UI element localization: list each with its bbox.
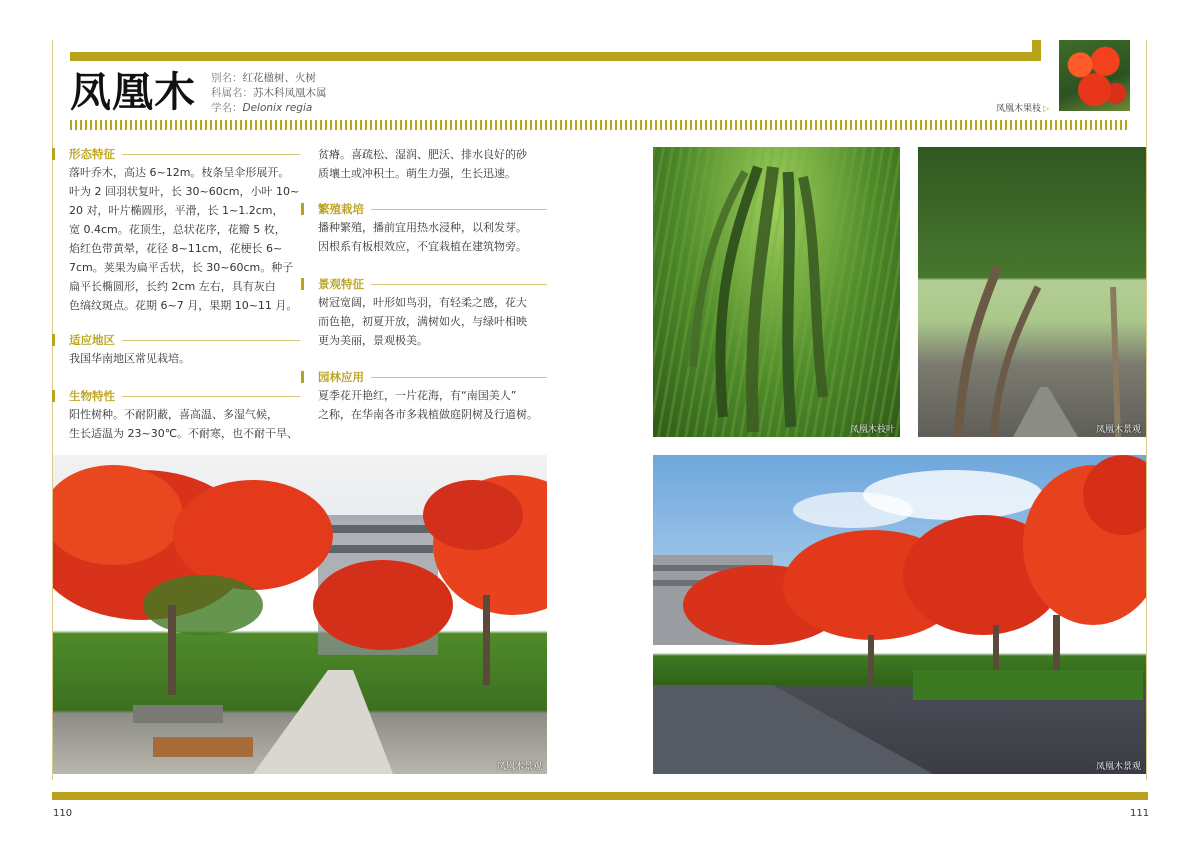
section-title: 形态特征: [69, 147, 115, 161]
section-title: 景观特征: [318, 277, 364, 291]
page-number-right: 111: [1130, 808, 1150, 819]
triangle-pointer-icon: ▷: [1043, 104, 1050, 113]
thumbnail-caption-text: 凤凰木果枝: [996, 104, 1042, 114]
sci-value: Delonix regia: [242, 102, 313, 114]
section-heading: [301, 368, 547, 386]
heading-rule: [122, 396, 300, 397]
sci-label: 学名：: [211, 102, 243, 114]
heading-rule: [371, 209, 547, 210]
section-breeding: [301, 200, 547, 256]
page-title: 凤凰木: [70, 68, 196, 116]
sci-line: [211, 101, 327, 116]
section-region: [52, 331, 300, 368]
photo-caption: 凤凰木景观: [496, 762, 542, 772]
alias-label: 别名：: [211, 72, 243, 84]
page-number-left: 110: [53, 808, 73, 819]
section-body: 播种繁殖，播前宜用热水浸种，以利发芽。 因根系有板根效应，不宜栽植在建筑物旁。: [318, 221, 527, 253]
section-title: 园林应用: [318, 370, 364, 384]
tick-rule: [70, 120, 1130, 130]
street-trees-photo: [918, 147, 1146, 437]
branch-leaves-photo: [653, 147, 900, 437]
landscape-photo-left: [53, 455, 547, 774]
family-line: [211, 86, 327, 101]
family-label: 科属名：: [211, 87, 253, 99]
section-body: 夏季花开艳红，一片花海，有“南国美人” 之称，在华南各市多栽植做庭阴树及行道树。: [318, 389, 538, 421]
section-heading: [301, 200, 547, 218]
section-garden-use: [301, 368, 547, 424]
section-title: 生物特性: [69, 389, 115, 403]
photo-caption: 凤凰木枝叶: [849, 425, 895, 435]
header-bar-end: [1032, 40, 1041, 61]
section-heading: [52, 145, 300, 163]
section-title: 繁殖栽培: [318, 202, 364, 216]
heading-rule: [122, 340, 300, 341]
landscape-photo-right: [653, 455, 1146, 774]
heading-rule: [371, 284, 547, 285]
section-heading: [301, 275, 547, 293]
alias-value: 红花楹树、火树: [242, 72, 316, 84]
fruit-branch-thumbnail: [1059, 40, 1130, 111]
section-landscape: [301, 275, 547, 350]
photo-caption: 凤凰木景观: [1095, 425, 1141, 435]
section-biology-continued: [301, 145, 547, 183]
tree-trunks-graphic: [918, 147, 1146, 437]
species-meta: [211, 71, 327, 116]
family-value: 苏木科凤凰木属: [253, 87, 327, 99]
section-body: 贫瘠。喜疏松、湿润、肥沃、排水良好的砂 质壤土或冲积土。萌生力强，生长迅速。: [318, 148, 527, 180]
flame-trees-graphic: [53, 455, 547, 774]
heading-rule: [122, 154, 300, 155]
header-bar: [70, 52, 1032, 61]
section-title: 适应地区: [69, 333, 115, 347]
footer-bar: [52, 792, 1148, 800]
flame-trees-graphic: [653, 455, 1146, 774]
seed-pods-graphic: [653, 147, 900, 437]
section-body: 阳性树种。不耐阴蔽，喜高温、多湿气候， 生长适温为 23~30℃。不耐寒，也不耐干旱、: [69, 408, 299, 440]
section-body: 我国华南地区常见栽培。: [69, 352, 190, 365]
section-body: 树冠宽阔，叶形如鸟羽，有轻柔之感，花大 而色艳，初夏开放，满树如火，与绿叶相映 更为美丽，景观极美。: [318, 296, 527, 347]
section-morphology: [52, 145, 300, 315]
photo-caption: 凤凰木景观: [1095, 762, 1141, 772]
right-margin-line: [1146, 40, 1147, 780]
section-heading: [52, 387, 300, 405]
alias-line: [211, 71, 327, 86]
section-heading: [52, 331, 300, 349]
thumbnail-caption: [996, 101, 1049, 114]
section-biology: [52, 387, 300, 443]
heading-rule: [371, 377, 547, 378]
section-body: 落叶乔木，高达 6~12m。枝条呈伞形展开。 叶为 2 回羽状复叶，长 30~60cm，小叶 10~ 20 对，叶片椭圆形，平滑，长 1~1.2cm， 宽 0.4cm。花顶生，总状花序，花瓣 5 枚， 焰红色带黄晕，花径 8~11cm，花梗长 6~ 7cm。荚果为扁平舌状，长 30~60cm。种子 扁平长椭圆形，长约 2cm 左右，具有灰白 色缟纹斑点。花期 6~7 月，果期 10~11 月。: [69, 166, 300, 312]
